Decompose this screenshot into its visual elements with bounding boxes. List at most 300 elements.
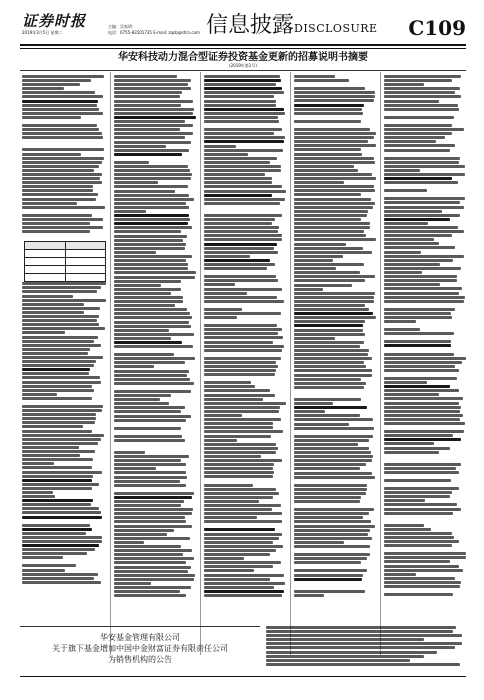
text-line <box>204 87 282 90</box>
text-line <box>114 239 183 242</box>
text-line <box>294 341 364 344</box>
table-row <box>25 258 106 266</box>
text-line <box>204 369 276 372</box>
text-line <box>294 271 360 274</box>
text-line <box>114 243 186 246</box>
text-line <box>294 91 375 94</box>
text-line <box>294 136 374 139</box>
text-line <box>22 165 99 168</box>
text-line <box>22 91 95 94</box>
text-line <box>384 585 460 588</box>
text-line <box>114 345 193 348</box>
text-line <box>114 374 187 377</box>
text-line <box>294 594 324 597</box>
text-line <box>384 349 466 353</box>
text-line <box>294 243 346 246</box>
text-line <box>204 202 280 205</box>
text-line <box>204 316 237 319</box>
text-line <box>384 544 452 547</box>
text-line <box>204 471 274 474</box>
text-line <box>114 361 185 364</box>
text-line <box>114 136 185 139</box>
text-column-2 <box>114 75 196 605</box>
text-line <box>384 201 460 204</box>
text-line <box>114 402 169 405</box>
text-line <box>22 381 101 384</box>
fee-rate-table <box>24 241 106 282</box>
notice-title-line1: 华安基金管理有限公司 <box>100 633 180 642</box>
text-line <box>22 185 93 188</box>
text-line <box>22 230 90 233</box>
text-line <box>22 564 76 567</box>
text-line <box>204 79 281 82</box>
text-line <box>384 161 459 164</box>
text-line <box>114 415 191 418</box>
text-line <box>114 537 190 540</box>
text-line <box>114 557 194 560</box>
text-line <box>22 198 96 201</box>
text-line <box>204 365 278 368</box>
text-line <box>22 108 99 111</box>
text-line <box>384 206 464 209</box>
text-line <box>22 299 106 302</box>
text-line <box>114 451 145 454</box>
text-line <box>22 507 99 510</box>
text-line <box>294 541 344 544</box>
text-line <box>204 451 276 454</box>
text-line <box>294 508 374 511</box>
text-line <box>384 234 452 237</box>
text-line <box>294 382 366 385</box>
text-line <box>114 500 184 503</box>
text-line <box>294 144 376 147</box>
text-line <box>294 324 363 327</box>
text-line <box>22 161 102 164</box>
text-line <box>204 173 265 176</box>
text-line <box>294 557 367 560</box>
text-line <box>22 327 105 330</box>
text-line <box>384 153 466 157</box>
text-line <box>384 173 465 176</box>
text-line <box>294 206 373 209</box>
text-line <box>22 544 99 547</box>
text-line <box>384 210 442 213</box>
text-line <box>204 128 282 131</box>
text-line <box>22 181 102 184</box>
text-line <box>22 417 96 420</box>
text-line <box>294 329 363 332</box>
text-line <box>114 214 189 217</box>
text-line <box>22 434 104 437</box>
text-line <box>114 480 180 483</box>
text-line <box>384 593 453 596</box>
text-line <box>204 455 261 458</box>
text-line <box>204 385 255 388</box>
text-line <box>204 161 270 164</box>
text-line <box>22 87 64 90</box>
text-line <box>22 303 84 306</box>
text-line <box>204 177 272 180</box>
text-line <box>384 487 459 490</box>
text-line <box>114 471 186 474</box>
text-line <box>204 247 274 250</box>
text-line <box>22 282 106 285</box>
text-line <box>204 91 284 94</box>
text-line <box>204 549 276 552</box>
text-line <box>384 181 458 184</box>
text-line <box>22 516 102 519</box>
text-line <box>294 210 368 213</box>
text-line <box>294 533 368 536</box>
text-line <box>114 574 195 577</box>
text-line <box>294 525 375 528</box>
text-line <box>266 642 462 645</box>
text-line <box>294 177 376 180</box>
text-line <box>294 230 364 233</box>
text-line <box>114 586 191 589</box>
text-line <box>384 381 427 384</box>
text-line <box>22 573 98 576</box>
text-line <box>204 198 285 201</box>
table-cell <box>65 266 106 274</box>
text-line <box>294 275 375 278</box>
text-line <box>204 430 283 433</box>
text-line <box>22 202 77 205</box>
masthead-rule-thick <box>20 44 466 46</box>
text-line <box>22 218 103 221</box>
text-line <box>114 394 171 397</box>
text-line <box>294 476 375 479</box>
text-line <box>114 132 193 135</box>
text-line <box>294 161 375 164</box>
text-line <box>22 173 102 176</box>
text-line <box>204 296 277 299</box>
text-line <box>204 263 275 266</box>
bottom-right-text-block <box>266 626 466 672</box>
text-line <box>22 340 94 343</box>
text-line <box>204 140 284 143</box>
text-line <box>204 136 285 139</box>
text-line <box>384 197 465 200</box>
text-line <box>204 394 275 397</box>
text-line <box>384 402 459 405</box>
text-line <box>384 255 464 258</box>
text-line <box>204 300 284 303</box>
text-line <box>384 251 421 254</box>
table-cell <box>25 258 66 266</box>
text-line <box>22 569 65 572</box>
text-line <box>204 357 281 360</box>
text-line <box>266 634 462 637</box>
text-line <box>114 218 190 221</box>
text-line <box>384 422 465 425</box>
text-line <box>22 307 100 310</box>
text-line <box>384 577 455 580</box>
text-line <box>22 540 102 543</box>
text-line <box>114 149 189 152</box>
text-line <box>114 566 191 569</box>
notice-title-line2: 关于旗下基金增加中国中金财富证券有限责任公司 <box>52 644 228 653</box>
text-column-1 <box>22 75 106 605</box>
text-line <box>294 292 375 295</box>
text-line <box>294 386 364 389</box>
text-line <box>294 484 367 487</box>
text-line <box>294 467 360 470</box>
text-line <box>204 349 282 352</box>
text-line <box>22 124 97 127</box>
text-line <box>114 545 181 548</box>
text-line <box>204 328 282 331</box>
text-line <box>22 466 92 469</box>
text-line <box>114 247 185 250</box>
text-line <box>204 230 278 233</box>
text-line <box>384 565 459 568</box>
text-line <box>22 100 98 103</box>
text-line <box>384 312 451 315</box>
text-line <box>294 99 374 102</box>
text-line <box>204 145 236 148</box>
text-line <box>114 190 175 193</box>
text-line <box>204 488 276 491</box>
text-line <box>114 95 180 98</box>
text-line <box>22 104 97 107</box>
text-line <box>294 202 375 205</box>
text-line <box>114 296 183 299</box>
text-line <box>294 267 336 270</box>
text-line <box>204 222 272 225</box>
text-line <box>114 325 191 328</box>
text-line <box>204 83 276 86</box>
text-line <box>204 255 250 258</box>
text-line <box>384 442 434 445</box>
text-line <box>22 491 53 494</box>
table-cell <box>65 258 106 266</box>
text-line <box>294 520 371 523</box>
text-line <box>294 108 362 111</box>
text-line <box>22 372 89 375</box>
text-line <box>204 480 286 484</box>
text-line <box>294 574 363 577</box>
text-line <box>114 382 194 385</box>
text-line <box>22 206 105 209</box>
text-line <box>22 132 102 135</box>
text-line <box>204 594 282 597</box>
text-line <box>114 83 188 86</box>
text-line <box>294 378 361 381</box>
text-line <box>114 300 183 303</box>
text-line <box>294 337 335 340</box>
text-line <box>294 140 368 143</box>
text-line <box>204 226 279 229</box>
text-line <box>294 284 352 287</box>
text-line <box>114 484 186 487</box>
text-line <box>294 423 349 426</box>
text-line <box>384 108 459 111</box>
text-line <box>114 549 192 552</box>
text-line <box>114 312 190 315</box>
text-line <box>204 578 270 581</box>
text-line <box>204 439 237 442</box>
text-line <box>294 406 367 409</box>
text-line <box>114 198 194 201</box>
text-line <box>384 226 458 229</box>
table-cell <box>25 266 66 274</box>
text-line <box>22 475 93 478</box>
text-line <box>294 189 375 192</box>
text-line <box>384 149 450 152</box>
text-line <box>294 512 369 515</box>
text-line <box>22 226 103 229</box>
text-line <box>22 413 96 416</box>
text-line <box>114 108 194 111</box>
text-line <box>384 230 464 233</box>
section-title <box>206 14 378 41</box>
text-line <box>294 165 354 168</box>
column-rule <box>200 72 201 655</box>
table-row <box>25 250 106 258</box>
text-line <box>384 344 451 347</box>
text-line <box>114 145 166 148</box>
text-line <box>384 332 454 335</box>
text-line <box>204 381 251 384</box>
notice-title-line3: 为销售机构的公告 <box>108 655 172 664</box>
text-line <box>204 292 247 295</box>
text-line <box>22 462 54 465</box>
text-line <box>22 503 91 506</box>
text-line <box>384 573 416 576</box>
text-line <box>294 120 361 123</box>
text-line <box>204 169 281 172</box>
text-line <box>22 393 57 396</box>
text-line <box>204 218 275 221</box>
text-line <box>22 483 99 486</box>
text-line <box>22 409 102 412</box>
text-line <box>384 365 455 368</box>
text-line <box>114 251 156 254</box>
notice-box <box>20 626 260 673</box>
text-line <box>22 128 99 131</box>
text-line <box>294 353 368 356</box>
text-line <box>204 459 282 462</box>
text-line <box>22 524 90 527</box>
text-line <box>294 545 370 548</box>
text-line <box>204 165 281 168</box>
table-cell <box>25 274 66 282</box>
text-line <box>204 120 279 123</box>
text-line <box>294 218 361 221</box>
text-line <box>384 434 453 437</box>
text-column-4 <box>294 75 376 605</box>
text-line <box>114 104 181 107</box>
text-line <box>384 124 452 127</box>
text-line <box>384 556 466 559</box>
text-line <box>384 79 452 82</box>
text-line <box>22 454 80 457</box>
text-line <box>22 75 104 78</box>
text-line <box>114 529 174 532</box>
text-line <box>384 328 420 331</box>
text-line <box>114 459 181 462</box>
text-line <box>266 663 460 666</box>
text-line <box>204 533 282 536</box>
text-line <box>294 214 367 217</box>
text-line <box>294 472 372 475</box>
text-line <box>22 487 92 490</box>
text-line <box>204 185 282 188</box>
text-line <box>22 552 87 555</box>
text-line <box>204 574 284 577</box>
text-line <box>22 336 98 339</box>
text-line <box>204 508 272 511</box>
text-line <box>294 247 363 250</box>
text-line <box>22 556 63 559</box>
text-line <box>204 243 277 246</box>
text-line <box>114 128 180 131</box>
text-line <box>384 238 434 241</box>
text-line <box>114 173 192 176</box>
text-line <box>384 491 452 494</box>
text-line <box>114 439 185 442</box>
text-line <box>384 560 450 563</box>
text-line <box>204 275 276 278</box>
text-line <box>384 91 455 94</box>
text-line <box>266 638 424 641</box>
text-line <box>114 570 188 573</box>
text-line <box>22 368 90 371</box>
text-line <box>114 419 186 422</box>
text-line <box>384 132 452 135</box>
masthead-rule-thin <box>20 48 466 49</box>
text-line <box>114 553 183 556</box>
text-line <box>22 397 92 400</box>
text-line <box>294 569 367 572</box>
text-line <box>114 292 171 295</box>
text-line <box>266 626 456 629</box>
text-line <box>22 548 95 551</box>
text-line <box>384 283 440 286</box>
text-line <box>294 590 365 593</box>
text-line <box>294 357 372 360</box>
text-line <box>294 193 361 196</box>
text-line <box>114 333 194 336</box>
text-line <box>204 398 263 401</box>
text-line <box>384 144 455 147</box>
text-line <box>22 157 104 160</box>
text-line <box>204 553 270 556</box>
text-line <box>384 357 466 360</box>
text-line <box>384 503 457 506</box>
text-line <box>384 292 459 295</box>
text-line <box>384 467 456 470</box>
text-line <box>22 95 103 98</box>
text-line <box>22 385 92 388</box>
text-line <box>114 304 175 307</box>
text-line <box>114 329 169 332</box>
table-row <box>25 274 106 282</box>
text-line <box>204 500 259 503</box>
text-line <box>22 450 95 453</box>
text-line <box>204 238 282 241</box>
text-line <box>294 402 333 405</box>
text-line <box>384 214 460 217</box>
text-line <box>384 218 450 221</box>
text-line <box>266 655 424 658</box>
text-line <box>204 194 272 197</box>
text-line <box>22 389 94 392</box>
masthead <box>0 0 484 56</box>
text-line <box>294 463 366 466</box>
text-line <box>294 251 372 254</box>
